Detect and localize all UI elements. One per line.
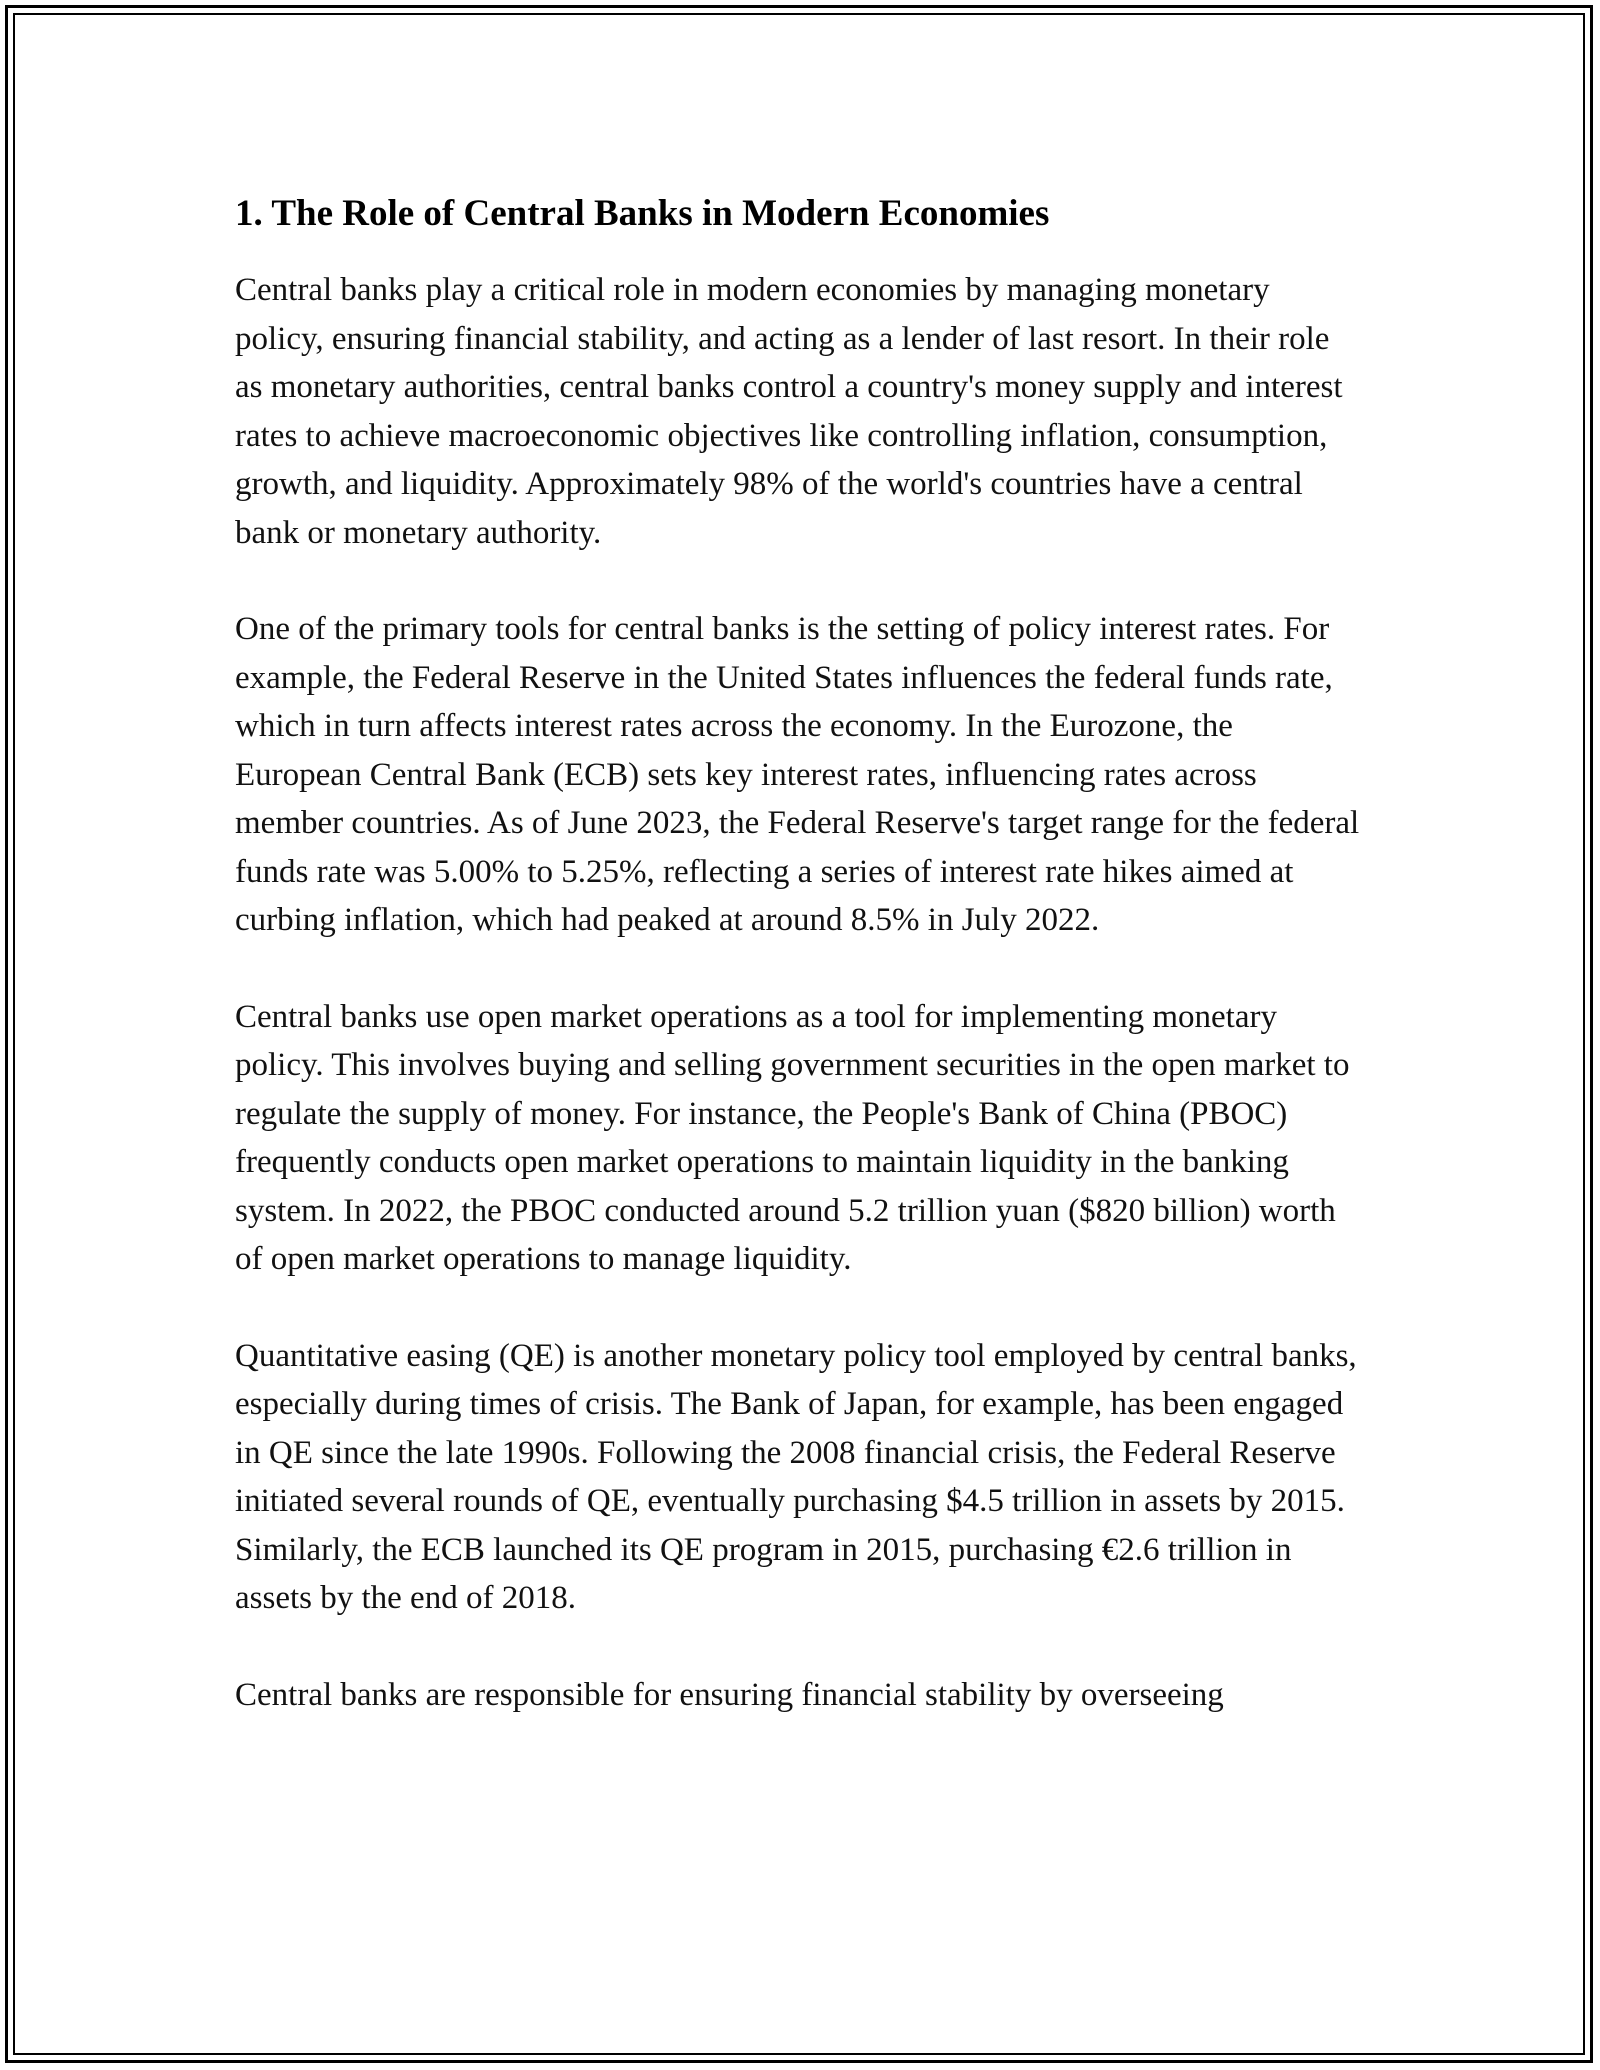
paragraph-role-overview: Central banks play a critical role in modern economies by managing monetary policy, ensuring financial stability, and acting as a lender of last resort. In their role as monetary authorities, central banks control a country's money supply and interest rates to achieve macroeconomic objectives like controlling inflation, consumption, growth, and liquidity. Approximately 98% of the world's countries have a central bank or monetary authority. bbox=[235, 272, 1343, 551]
paragraph-quantitative-easing: Quantitative easing (QE) is another monetary policy tool employed by central banks, especially during times of crisis. The Bank of Japan, for example, has been engaged in QE since the late 1990s. Following the 2008 financial crisis, the Federal Reserve initiated several rounds of QE, eventually purchasing $4.5 trillion in assets by 2015. Similarly, the ECB launched its QE program in 2015, purchasing €2.6 trillion in assets by the end of 2018. bbox=[235, 1337, 1357, 1616]
paragraph-financial-stability: Central banks are responsible for ensuring financial stability by overseeing bbox=[235, 1676, 1224, 1713]
paragraph-policy-interest-rates: One of the primary tools for central banks is the setting of policy interest rates. For example, the Federal Reserve in the United States influences the federal funds rate, which in turn affects interest rates across the economy. In the Eurozone, the European Central Bank (ECB) sets key interest rates, influencing rates across member countries. As of June 2023, the Federal Reserve's target range for the federal funds rate was 5.00% to 5.25%, reflecting a series of interest rate hikes aimed at curbing inflation, which had peaked at around 8.5% in July 2022. bbox=[235, 611, 1360, 938]
paragraph-open-market-operations: Central banks use open market operations as a tool for implementing monetary policy. This involves buying and selling government securities in the open market to regulate the supply of money. For instance, the People's Bank of China (PBOC) frequently conducts open market operations to maintain liquidity in the banking system. In 2022, the PBOC conducted around 5.2 trillion yuan ($820 billion) worth of open market operations to manage liquidity. bbox=[235, 998, 1350, 1277]
document-body bbox=[235, 186, 1365, 1767]
section-title: 1. The Role of Central Banks in Modern Economies bbox=[235, 193, 1050, 234]
